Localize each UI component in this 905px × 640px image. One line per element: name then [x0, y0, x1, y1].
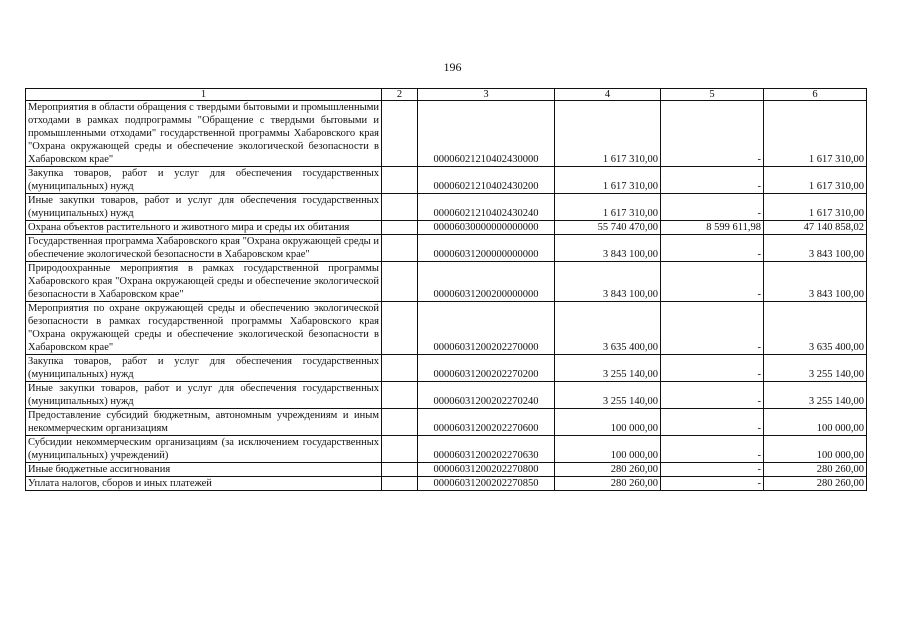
- row-executed-cell: -: [661, 167, 764, 194]
- row-amount-cell: 280 260,00: [555, 463, 661, 477]
- row-col2-cell: [382, 194, 418, 221]
- table-row: [26, 235, 867, 262]
- table-row: [26, 262, 867, 302]
- row-col2-cell: [382, 101, 418, 167]
- table-row: [26, 463, 867, 477]
- row-executed-cell: -: [661, 302, 764, 355]
- row-name-cell: Охрана объектов растительного и животного мира и среды их обитания: [26, 221, 382, 235]
- column-header: 1: [26, 89, 382, 101]
- row-executed-cell: -: [661, 477, 764, 491]
- table-row: [26, 355, 867, 382]
- row-executed-cell: 8 599 611,98: [661, 221, 764, 235]
- row-code-cell: 00006021210402430200: [418, 167, 555, 194]
- row-name-cell: Субсидии некоммерческим организациям (за исключением государственных (муниципальных) учреждений): [26, 436, 382, 463]
- row-name-cell: Мероприятия в области обращения с твердыми бытовыми и промышленными отходами в рамках подпрограммы "Обращение с твердыми бытовыми и промышленными отходами" государственной программы Хабаровского края "Охрана окружающей среды и обеспечение экологической безопасности в Хабаровском крае": [26, 101, 382, 167]
- row-name-cell: Уплата налогов, сборов и иных платежей: [26, 477, 382, 491]
- row-col2-cell: [382, 409, 418, 436]
- row-col2-cell: [382, 477, 418, 491]
- row-col2-cell: [382, 167, 418, 194]
- row-col2-cell: [382, 463, 418, 477]
- row-executed-cell: -: [661, 194, 764, 221]
- row-col2-cell: [382, 302, 418, 355]
- row-executed-cell: -: [661, 101, 764, 167]
- row-name-cell: Предоставление субсидий бюджетным, автономным учреждениям и иным некоммерческим организациям: [26, 409, 382, 436]
- row-amount-cell: 100 000,00: [555, 436, 661, 463]
- row-remaining-cell: 1 617 310,00: [764, 194, 867, 221]
- row-executed-cell: -: [661, 355, 764, 382]
- column-header: 3: [418, 89, 555, 101]
- row-code-cell: 00006031200202270850: [418, 477, 555, 491]
- row-amount-cell: 3 843 100,00: [555, 262, 661, 302]
- row-col2-cell: [382, 262, 418, 302]
- row-remaining-cell: 3 635 400,00: [764, 302, 867, 355]
- row-executed-cell: -: [661, 235, 764, 262]
- table-header-row: [26, 89, 867, 101]
- row-name-cell: Иные закупки товаров, работ и услуг для обеспечения государственных (муниципальных) нужд: [26, 382, 382, 409]
- row-code-cell: 00006031200202270200: [418, 355, 555, 382]
- row-amount-cell: 1 617 310,00: [555, 101, 661, 167]
- row-code-cell: 00006031200000000000: [418, 235, 555, 262]
- row-amount-cell: 280 260,00: [555, 477, 661, 491]
- row-code-cell: 00006021210402430240: [418, 194, 555, 221]
- row-remaining-cell: 280 260,00: [764, 477, 867, 491]
- table-row: [26, 101, 867, 167]
- row-remaining-cell: 100 000,00: [764, 436, 867, 463]
- row-code-cell: 00006021210402430000: [418, 101, 555, 167]
- table-row: [26, 221, 867, 235]
- row-name-cell: Иные бюджетные ассигнования: [26, 463, 382, 477]
- row-name-cell: Природоохранные мероприятия в рамках государственной программы Хабаровского края "Охрана окружающей среды и обеспечение экологической безопасности в Хабаровском крае": [26, 262, 382, 302]
- row-code-cell: 00006031200202270240: [418, 382, 555, 409]
- row-amount-cell: 1 617 310,00: [555, 194, 661, 221]
- row-amount-cell: 3 255 140,00: [555, 382, 661, 409]
- row-code-cell: 00006031200202270600: [418, 409, 555, 436]
- row-remaining-cell: 280 260,00: [764, 463, 867, 477]
- row-executed-cell: -: [661, 382, 764, 409]
- column-header: 6: [764, 89, 867, 101]
- row-name-cell: Закупка товаров, работ и услуг для обеспечения государственных (муниципальных) нужд: [26, 167, 382, 194]
- row-code-cell: 00006031200202270000: [418, 302, 555, 355]
- row-col2-cell: [382, 436, 418, 463]
- column-header: 5: [661, 89, 764, 101]
- row-remaining-cell: 3 255 140,00: [764, 355, 867, 382]
- page-number: 196: [443, 60, 462, 74]
- table-row: [26, 382, 867, 409]
- row-executed-cell: -: [661, 463, 764, 477]
- row-col2-cell: [382, 382, 418, 409]
- budget-table: [25, 88, 867, 491]
- row-code-cell: 00006031200202270800: [418, 463, 555, 477]
- row-code-cell: 00006031200200000000: [418, 262, 555, 302]
- row-amount-cell: 55 740 470,00: [555, 221, 661, 235]
- row-remaining-cell: 1 617 310,00: [764, 167, 867, 194]
- column-header: 2: [382, 89, 418, 101]
- row-amount-cell: 100 000,00: [555, 409, 661, 436]
- row-col2-cell: [382, 235, 418, 262]
- table-row: [26, 477, 867, 491]
- table-row: [26, 302, 867, 355]
- row-col2-cell: [382, 221, 418, 235]
- row-remaining-cell: 3 843 100,00: [764, 235, 867, 262]
- row-col2-cell: [382, 355, 418, 382]
- row-name-cell: Мероприятия по охране окружающей среды и обеспечению экологической безопасности в рамках государственной программы Хабаровского края "Охрана окружающей среды и обеспечение экологической безопасности в Хабаровском крае": [26, 302, 382, 355]
- row-amount-cell: 3 635 400,00: [555, 302, 661, 355]
- row-remaining-cell: 1 617 310,00: [764, 101, 867, 167]
- table-row: [26, 167, 867, 194]
- column-header: 4: [555, 89, 661, 101]
- row-remaining-cell: 3 843 100,00: [764, 262, 867, 302]
- row-code-cell: 00006030000000000000: [418, 221, 555, 235]
- row-amount-cell: 1 617 310,00: [555, 167, 661, 194]
- row-executed-cell: -: [661, 262, 764, 302]
- table-row: [26, 194, 867, 221]
- row-remaining-cell: 47 140 858,02: [764, 221, 867, 235]
- row-name-cell: Государственная программа Хабаровского края "Охрана окружающей среды и обеспечение экологической безопасности в Хабаровском крае": [26, 235, 382, 262]
- row-remaining-cell: 100 000,00: [764, 409, 867, 436]
- row-executed-cell: -: [661, 409, 764, 436]
- row-amount-cell: 3 843 100,00: [555, 235, 661, 262]
- row-amount-cell: 3 255 140,00: [555, 355, 661, 382]
- table-row: [26, 409, 867, 436]
- row-remaining-cell: 3 255 140,00: [764, 382, 867, 409]
- row-name-cell: Иные закупки товаров, работ и услуг для обеспечения государственных (муниципальных) нужд: [26, 194, 382, 221]
- row-executed-cell: -: [661, 436, 764, 463]
- row-code-cell: 00006031200202270630: [418, 436, 555, 463]
- table-row: [26, 436, 867, 463]
- row-name-cell: Закупка товаров, работ и услуг для обеспечения государственных (муниципальных) нужд: [26, 355, 382, 382]
